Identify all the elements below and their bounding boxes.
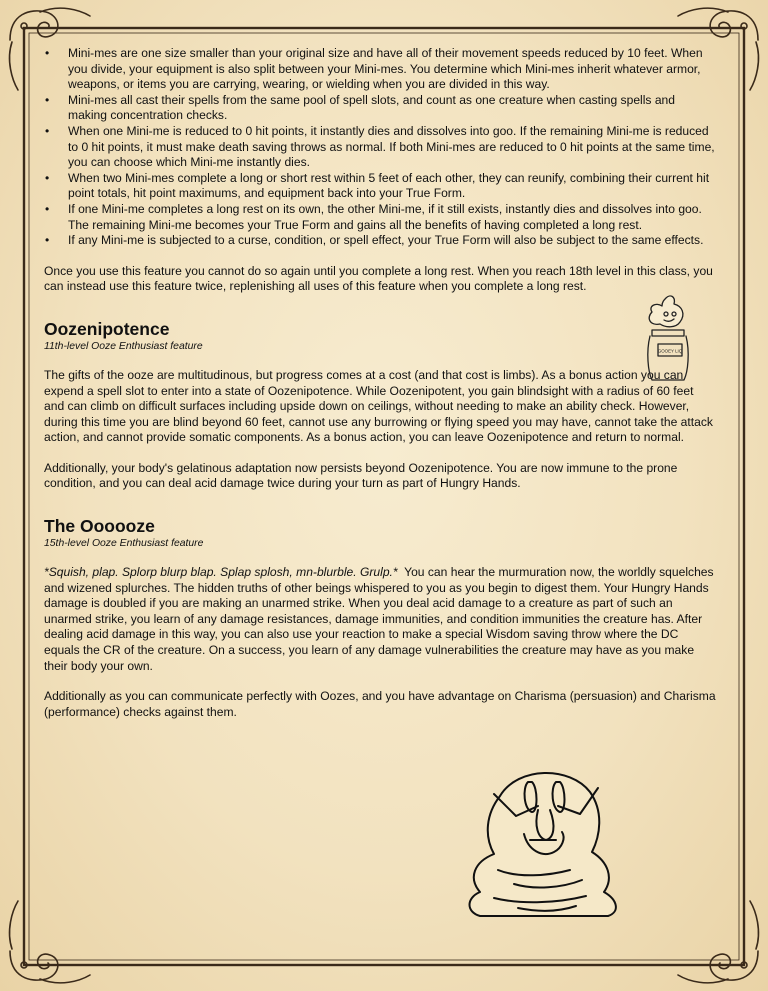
list-item: • Mini-mes are one size smaller than your original size and have all of their movement speeds reduced by 10 feet. When you divide, your equipment is also split between your Mini-mes. You determine which Mini-mes inherit whatever armor, weapons, or items you are carrying, wearing, or wielding when you are divided in this way. [44, 46, 716, 93]
oozenipotence-subtitle: 11th-level Ooze Enthusiast feature [44, 340, 203, 352]
divide-rules-list [44, 46, 716, 249]
list-item: • If one Mini-me completes a long rest on its own, the other Mini-me, if it still exists, instantly dies and dissolves into goo. The remaining Mini-me becomes your True Form and gains all the benefits of having completed a long rest. [44, 202, 716, 233]
divide-closing-paragraph: Once you use this feature you cannot do so again until you complete a long rest. When you reach 18th level in this class, you can instead use this feature twice, replenishing all uses of this feature when you complete a long rest. [44, 263, 713, 294]
list-item: • Mini-mes all cast their spells from the same pool of spell slots, and count as one creature when casting spells and making concentration checks. [44, 93, 716, 124]
list-item: • When one Mini-me is reduced to 0 hit points, it instantly dies and dissolves into goo. If the remaining Mini-me is reduced to 0 hit points, it must make death saving throws as normal. If both Mini-mes are reduced to 0 hit points at the same time, you can choose which Mini-me instantly dies. [44, 124, 716, 171]
ooooze-paragraph-1-text: You can hear the murmuration now, the worldly squelches and wizened splurches. The hidden truths of other beings whispered to you as you begin to digest them. Your Hungry Hands damage is doubled if you are making an unarmed strike. When you deal acid damage to a creature as part of such an unarmed strike, you learn of any damage resistances, damage immunities, and condition immunities the creature has. After dealing acid damage in this way, you can also use your reaction to make a special Wisdom saving throw where the DC equals the CR of the creature. On a success, you learn of any damage vulnerabilities the creature may have as you make their body your own. [44, 565, 717, 673]
ooze-jar-illustration-icon [636, 292, 700, 384]
list-item: • If any Mini-me is subjected to a curse, condition, or spell effect, your True Form will also be subject to the same effects. [44, 233, 716, 249]
ooooze-paragraph-2: Additionally as you can communicate perfectly with Oozes, and you have advantage on Charisma (persuasion) and Charisma (performance) checks against them. [44, 689, 716, 719]
oozenipotence-paragraph-1: The gifts of the ooze are multitudinous, but progress comes at a cost (and that cost is limbs). As a bonus action you can expend a spell slot to enter into a state of Oozenipotence. While Oozenipotent, you gain blindsight with a radius of 60 feet and can climb on difficult surfaces including upside down on ceilings, without needing to make an ability check. However, during this time you are blind beyond 60 feet, cannot use any burrowing or flying speed you may have, cannot take the attack action, and cannot provide somatic components. As a bonus action, you can leave Oozenipotence and return to normal. [44, 367, 713, 445]
ooze-sound-text: *Squish, plap. Splorp blurp blap. Splap splosh, mn-blurble. Grulp.* [44, 565, 398, 580]
page-content [44, 46, 716, 720]
ooooze-heading: The Oooooze [44, 516, 155, 537]
ooooze-paragraph-1 [44, 565, 716, 674]
ooooze-subtitle: 15th-level Ooze Enthusiast feature [44, 538, 204, 550]
list-item: • When two Mini-mes complete a long or short rest within 5 feet of each other, they can reunify, combining their current hit point totals, hit point maximums, and equipment back into your True Form. [44, 171, 716, 202]
jar-label: GOOEY LIQ [657, 348, 683, 354]
oozenipotence-heading: Oozenipotence [44, 318, 170, 339]
oozenipotence-paragraph-2: Additionally, your body's gelatinous adaptation now persists beyond Oozenipotence. You are now immune to the prone condition, and you can deal acid damage twice during your turn as part of Hungry Hands. [44, 460, 678, 491]
ooze-creature-illustration-icon [458, 766, 634, 918]
